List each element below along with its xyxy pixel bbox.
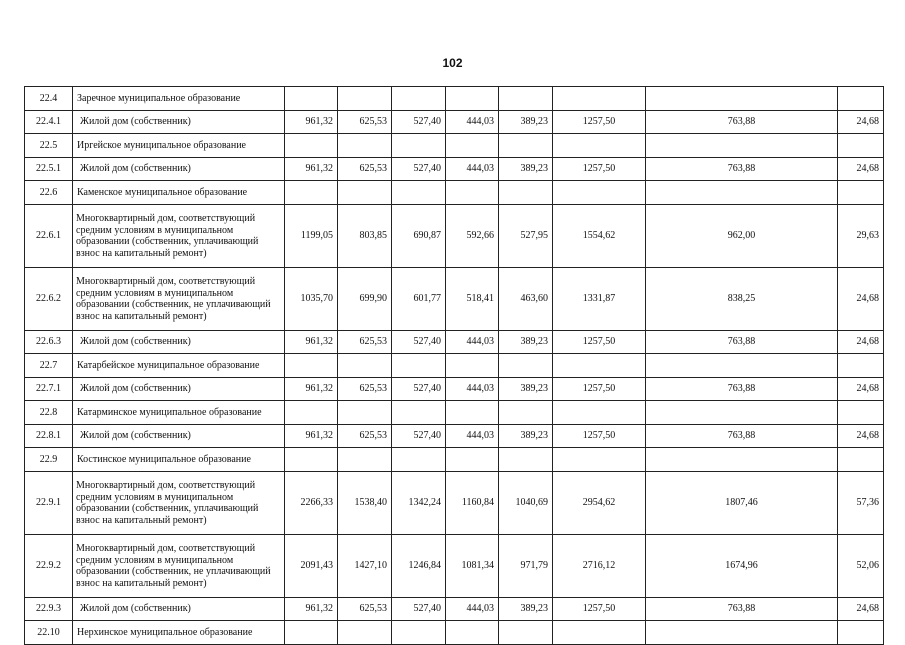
value-cell	[499, 87, 553, 111]
value-cell	[392, 87, 446, 111]
municipality-name: Заречное муниципальное образование	[73, 87, 285, 111]
housing-type: Многоквартирный дом, соответствующий средним условиям в муниципальном образовании (собственник, уплачивающий взнос на капитальный ремонт)	[73, 205, 285, 268]
housing-type: Жилой дом (собственник)	[73, 111, 285, 134]
municipality-name: Каменское муниципальное образование	[73, 181, 285, 205]
row-code: 22.10	[25, 621, 73, 645]
value-cell: 803,85	[338, 205, 392, 268]
value-cell	[553, 134, 646, 158]
value-cell: 1257,50	[553, 158, 646, 181]
table-row	[25, 378, 884, 401]
value-cell: 527,40	[392, 378, 446, 401]
row-code: 22.4.1	[25, 111, 73, 134]
municipality-name: Иргейское муниципальное образование	[73, 134, 285, 158]
table-row	[25, 472, 884, 535]
housing-type: Многоквартирный дом, соответствующий средним условиям в муниципальном образовании (собственник, уплачивающий взнос на капитальный ремонт)	[73, 472, 285, 535]
value-cell: 961,32	[285, 331, 338, 354]
value-cell: 961,32	[285, 378, 338, 401]
value-cell: 625,53	[338, 378, 392, 401]
value-cell	[285, 354, 338, 378]
value-cell: 625,53	[338, 598, 392, 621]
value-cell	[392, 134, 446, 158]
value-cell	[285, 448, 338, 472]
value-cell: 690,87	[392, 205, 446, 268]
value-cell: 625,53	[338, 331, 392, 354]
value-cell	[553, 448, 646, 472]
value-cell	[553, 401, 646, 425]
table-row	[25, 598, 884, 621]
value-cell	[499, 134, 553, 158]
value-cell	[446, 181, 499, 205]
value-cell	[553, 621, 646, 645]
value-cell	[446, 448, 499, 472]
value-cell: 699,90	[338, 268, 392, 331]
value-cell: 763,88	[646, 331, 838, 354]
value-cell: 518,41	[446, 268, 499, 331]
section-row	[25, 621, 884, 645]
row-code: 22.4	[25, 87, 73, 111]
value-cell: 838,25	[646, 268, 838, 331]
section-row	[25, 87, 884, 111]
value-cell: 527,40	[392, 425, 446, 448]
value-cell: 592,66	[446, 205, 499, 268]
value-cell: 763,88	[646, 425, 838, 448]
value-cell	[338, 87, 392, 111]
housing-type: Жилой дом (собственник)	[73, 598, 285, 621]
value-cell	[499, 401, 553, 425]
value-cell	[285, 401, 338, 425]
value-cell: 1246,84	[392, 535, 446, 598]
row-code: 22.9.3	[25, 598, 73, 621]
value-cell: 24,68	[838, 331, 884, 354]
value-cell: 961,32	[285, 598, 338, 621]
value-cell: 444,03	[446, 158, 499, 181]
value-cell	[338, 134, 392, 158]
value-cell: 763,88	[646, 378, 838, 401]
value-cell: 763,88	[646, 158, 838, 181]
row-code: 22.9.1	[25, 472, 73, 535]
value-cell	[338, 401, 392, 425]
value-cell: 625,53	[338, 158, 392, 181]
value-cell	[285, 87, 338, 111]
value-cell	[646, 181, 838, 205]
value-cell: 2954,62	[553, 472, 646, 535]
value-cell	[838, 134, 884, 158]
value-cell: 763,88	[646, 598, 838, 621]
value-cell: 57,36	[838, 472, 884, 535]
municipality-name: Костинское муниципальное образование	[73, 448, 285, 472]
value-cell	[499, 448, 553, 472]
value-cell: 962,00	[646, 205, 838, 268]
value-cell: 29,63	[838, 205, 884, 268]
row-code: 22.6	[25, 181, 73, 205]
table-row	[25, 205, 884, 268]
value-cell: 1331,87	[553, 268, 646, 331]
table-body	[25, 87, 884, 645]
section-row	[25, 134, 884, 158]
value-cell: 1081,34	[446, 535, 499, 598]
value-cell: 527,95	[499, 205, 553, 268]
value-cell: 389,23	[499, 378, 553, 401]
value-cell: 444,03	[446, 598, 499, 621]
value-cell	[646, 87, 838, 111]
value-cell: 463,60	[499, 268, 553, 331]
value-cell	[338, 181, 392, 205]
value-cell: 1257,50	[553, 378, 646, 401]
value-cell	[392, 181, 446, 205]
value-cell: 601,77	[392, 268, 446, 331]
value-cell: 389,23	[499, 425, 553, 448]
value-cell	[646, 354, 838, 378]
housing-type: Жилой дом (собственник)	[73, 425, 285, 448]
housing-type: Жилой дом (собственник)	[73, 158, 285, 181]
value-cell: 444,03	[446, 111, 499, 134]
value-cell: 2266,33	[285, 472, 338, 535]
value-cell	[338, 621, 392, 645]
section-row	[25, 181, 884, 205]
value-cell: 389,23	[499, 598, 553, 621]
value-cell	[553, 181, 646, 205]
value-cell: 24,68	[838, 158, 884, 181]
value-cell: 527,40	[392, 111, 446, 134]
value-cell: 1257,50	[553, 331, 646, 354]
value-cell: 1257,50	[553, 111, 646, 134]
housing-type: Жилой дом (собственник)	[73, 331, 285, 354]
value-cell	[838, 621, 884, 645]
value-cell: 24,68	[838, 425, 884, 448]
value-cell: 1035,70	[285, 268, 338, 331]
row-code: 22.8	[25, 401, 73, 425]
value-cell	[392, 621, 446, 645]
value-cell	[499, 354, 553, 378]
table-row	[25, 535, 884, 598]
value-cell	[338, 354, 392, 378]
value-cell	[338, 448, 392, 472]
value-cell: 24,68	[838, 111, 884, 134]
municipality-name: Катарминское муниципальное образование	[73, 401, 285, 425]
value-cell: 1257,50	[553, 598, 646, 621]
value-cell	[838, 401, 884, 425]
value-cell	[392, 448, 446, 472]
value-cell: 763,88	[646, 111, 838, 134]
value-cell: 444,03	[446, 425, 499, 448]
housing-type: Жилой дом (собственник)	[73, 378, 285, 401]
housing-type: Многоквартирный дом, соответствующий средним условиям в муниципальном образовании (собственник, не уплачивающий взнос на капитальный ремонт)	[73, 535, 285, 598]
value-cell: 1807,46	[646, 472, 838, 535]
row-code: 22.9	[25, 448, 73, 472]
value-cell: 527,40	[392, 158, 446, 181]
value-cell: 527,40	[392, 598, 446, 621]
value-cell: 2091,43	[285, 535, 338, 598]
value-cell: 1160,84	[446, 472, 499, 535]
row-code: 22.8.1	[25, 425, 73, 448]
section-row	[25, 448, 884, 472]
row-code: 22.7.1	[25, 378, 73, 401]
value-cell	[499, 181, 553, 205]
row-code: 22.6.2	[25, 268, 73, 331]
value-cell	[392, 354, 446, 378]
value-cell	[446, 87, 499, 111]
table-row	[25, 268, 884, 331]
section-row	[25, 354, 884, 378]
value-cell: 389,23	[499, 331, 553, 354]
value-cell	[838, 181, 884, 205]
value-cell: 961,32	[285, 158, 338, 181]
value-cell: 2716,12	[553, 535, 646, 598]
table-row	[25, 331, 884, 354]
value-cell: 444,03	[446, 378, 499, 401]
value-cell: 1554,62	[553, 205, 646, 268]
value-cell: 24,68	[838, 378, 884, 401]
value-cell	[646, 134, 838, 158]
value-cell: 444,03	[446, 331, 499, 354]
value-cell	[553, 87, 646, 111]
page-number: 102	[442, 56, 463, 70]
table-row	[25, 425, 884, 448]
row-code: 22.5	[25, 134, 73, 158]
value-cell	[392, 401, 446, 425]
value-cell: 1040,69	[499, 472, 553, 535]
value-cell	[646, 401, 838, 425]
value-cell: 1427,10	[338, 535, 392, 598]
value-cell	[646, 621, 838, 645]
section-row	[25, 401, 884, 425]
table-row	[25, 111, 884, 134]
value-cell	[446, 134, 499, 158]
value-cell: 1674,96	[646, 535, 838, 598]
tariff-table	[24, 86, 884, 645]
value-cell: 961,32	[285, 111, 338, 134]
value-cell: 1538,40	[338, 472, 392, 535]
table-row	[25, 158, 884, 181]
value-cell: 24,68	[838, 268, 884, 331]
value-cell	[838, 354, 884, 378]
row-code: 22.6.1	[25, 205, 73, 268]
row-code: 22.7	[25, 354, 73, 378]
value-cell: 389,23	[499, 158, 553, 181]
row-code: 22.9.2	[25, 535, 73, 598]
row-code: 22.5.1	[25, 158, 73, 181]
value-cell	[446, 621, 499, 645]
municipality-name: Катарбейское муниципальное образование	[73, 354, 285, 378]
value-cell: 389,23	[499, 111, 553, 134]
value-cell	[838, 448, 884, 472]
value-cell	[285, 134, 338, 158]
row-code: 22.6.3	[25, 331, 73, 354]
value-cell: 1257,50	[553, 425, 646, 448]
value-cell: 625,53	[338, 425, 392, 448]
value-cell	[285, 181, 338, 205]
value-cell	[646, 448, 838, 472]
value-cell: 625,53	[338, 111, 392, 134]
value-cell: 1199,05	[285, 205, 338, 268]
value-cell	[446, 354, 499, 378]
value-cell: 961,32	[285, 425, 338, 448]
value-cell: 1342,24	[392, 472, 446, 535]
value-cell: 24,68	[838, 598, 884, 621]
value-cell	[285, 621, 338, 645]
value-cell: 971,79	[499, 535, 553, 598]
value-cell	[838, 87, 884, 111]
value-cell	[499, 621, 553, 645]
value-cell	[553, 354, 646, 378]
value-cell: 527,40	[392, 331, 446, 354]
value-cell	[446, 401, 499, 425]
municipality-name: Нерхинское муниципальное образование	[73, 621, 285, 645]
value-cell: 52,06	[838, 535, 884, 598]
housing-type: Многоквартирный дом, соответствующий средним условиям в муниципальном образовании (собственник, не уплачивающий взнос на капитальный ремонт)	[73, 268, 285, 331]
